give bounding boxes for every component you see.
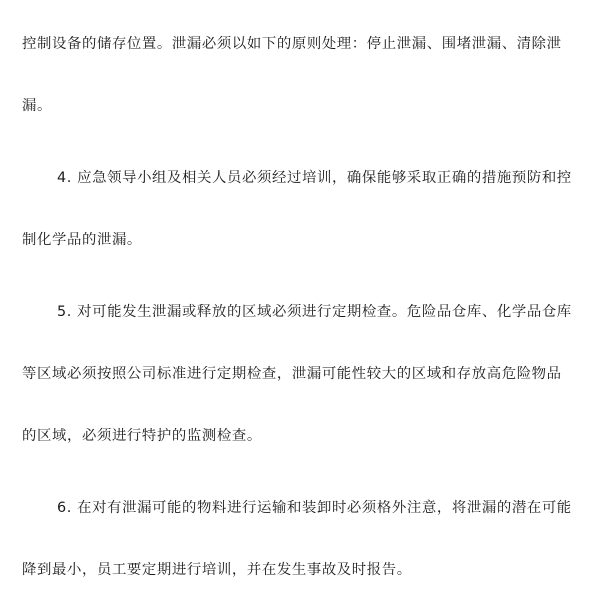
paragraph-5-line-1: 5. 对可能发生泄漏或释放的区域必须进行定期检查。危险品仓库、化学品仓库	[57, 304, 572, 320]
paragraph-5-line-2: 等区域必须按照公司标准进行定期检查，泄漏可能性较大的区域和存放高危险物品	[22, 366, 562, 382]
paragraph-6-line-1: 6. 在对有泄漏可能的物料进行运输和装卸时必须格外注意，将泄漏的潜在可能	[57, 500, 572, 516]
paragraph-4-line-1: 4. 应急领导小组及相关人员必须经过培训，确保能够采取正确的措施预防和控	[57, 170, 572, 186]
paragraph-3-line-1: 控制设备的储存位置。泄漏必须以如下的原则处理：停止泄漏、围堵泄漏、清除泄	[22, 36, 562, 52]
paragraph-3-line-2: 漏。	[22, 98, 52, 114]
paragraph-4-line-2: 制化学品的泄漏。	[22, 232, 142, 248]
paragraph-6-line-2: 降到最小，员工要定期进行培训，并在发生事故及时报告。	[22, 562, 412, 578]
paragraph-5-line-3: 的区域，必须进行特护的监测检查。	[22, 428, 262, 444]
